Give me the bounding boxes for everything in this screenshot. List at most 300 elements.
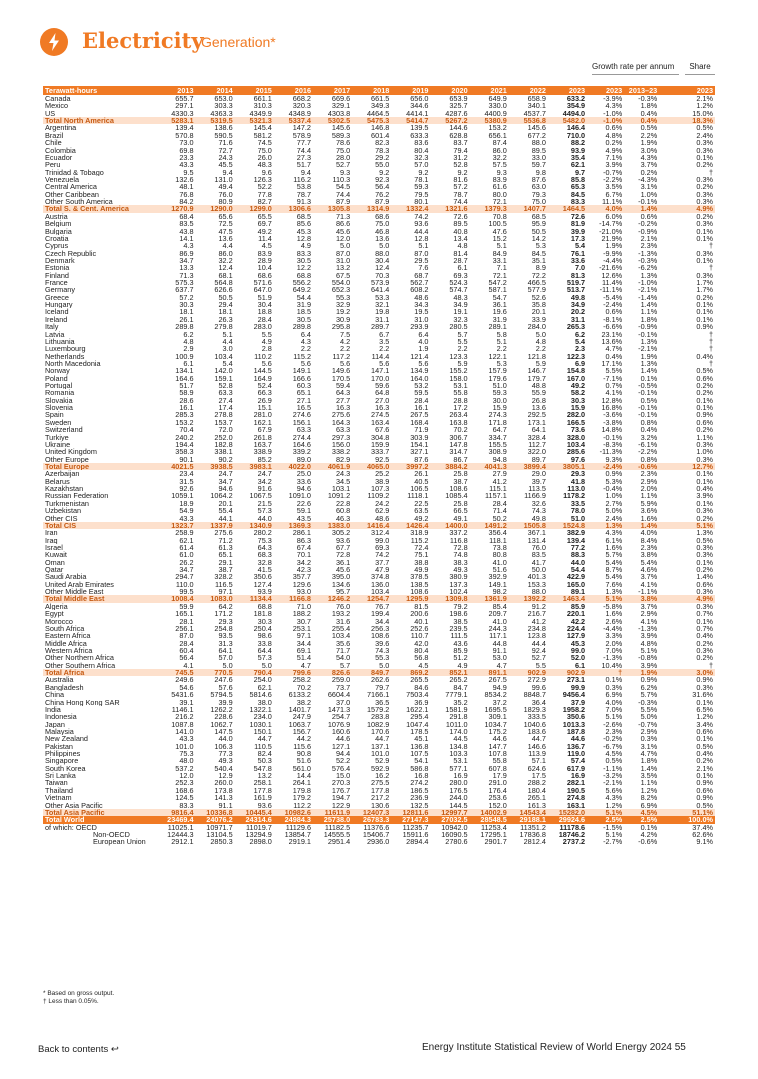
table-cell: 1.2%	[696, 102, 713, 110]
table-cell: 71.0	[296, 602, 311, 611]
table-cell: 5.1	[222, 330, 233, 338]
table-cell: 147.5	[214, 727, 233, 736]
table-cell: 5414.7	[391, 117, 430, 124]
table-cell: †	[708, 242, 713, 250]
table-cell: 19.2	[335, 308, 351, 316]
table-cell: 153.2	[175, 418, 194, 427]
table-cell: -0.3%	[638, 698, 658, 706]
table-cell: 106.3	[214, 742, 233, 750]
table-cell: 1.1%	[640, 779, 658, 787]
table-cell: 27.0	[375, 396, 390, 405]
table-cell: 5.1%	[587, 809, 624, 816]
table-cell: 123.8	[527, 632, 546, 640]
row-label: Taiwan	[45, 779, 68, 787]
table-cell: 1491.2	[470, 522, 509, 529]
table-row	[43, 294, 715, 301]
row-label: Other Caribbean	[45, 190, 99, 199]
table-cell: 49.9	[414, 566, 429, 574]
table-cell: -21.0%	[599, 227, 623, 235]
table-cell: 5.5	[261, 330, 272, 338]
table-cell: -3.2%	[603, 772, 623, 780]
table-cell: 1.3%	[640, 359, 658, 368]
table-cell: 141.3	[214, 794, 233, 802]
table-cell: 9.2	[457, 168, 468, 176]
table-cell: 75.3	[179, 749, 194, 758]
row-label: Belarus	[45, 477, 70, 486]
table-cell: 44.6	[492, 735, 507, 743]
table-cell: 325.7	[449, 102, 468, 110]
row-label: Argentina	[45, 124, 77, 132]
table-cell: 710.0	[566, 131, 586, 140]
table-cell: 71.7	[335, 646, 351, 655]
row-label: Latvia	[45, 330, 65, 338]
table-row	[43, 713, 715, 720]
table-cell: 0.7%	[696, 624, 713, 633]
table-cell: 62.6%	[692, 830, 713, 839]
row-label: Eastern Africa	[45, 632, 91, 640]
row-label: Japan	[45, 720, 65, 728]
table-row	[43, 227, 715, 234]
table-cell: 182.8	[214, 440, 233, 449]
table-cell: 64.3	[335, 389, 351, 397]
table-cell: 1270.9	[154, 205, 195, 212]
table-cell: 1146.1	[171, 705, 194, 714]
table-cell: 13854.7	[284, 830, 311, 839]
table-cell: 28548.5	[470, 816, 509, 823]
table-cell: 745.5	[154, 669, 195, 676]
row-label: Brazil	[45, 131, 64, 140]
table-cell: -7.1%	[603, 374, 623, 383]
row-label: Middle Africa	[45, 639, 87, 647]
table-cell: 158.0	[449, 374, 468, 383]
table-cell: 23.4	[179, 470, 194, 478]
table-cell: 100.9	[175, 352, 194, 360]
column-header: 2022	[509, 86, 548, 95]
table-cell: 59.1	[296, 507, 311, 515]
table-cell: 27147.3	[391, 816, 430, 823]
table-row	[43, 750, 715, 757]
table-cell: 4.9	[457, 661, 468, 670]
table-cell: 6.2	[574, 330, 586, 338]
table-cell: 154.8	[566, 367, 586, 375]
table-cell: 0.1%	[696, 301, 713, 309]
table-row	[43, 500, 715, 507]
table-cell: 82.9	[335, 455, 351, 463]
row-label: Finland	[45, 271, 69, 279]
table-cell: 68.3	[257, 551, 272, 559]
table-cell: 164.3	[331, 418, 351, 427]
table-cell: 95.9	[531, 220, 546, 228]
row-label: Slovakia	[45, 396, 73, 405]
table-cell: 15911.6	[402, 830, 429, 839]
table-cell: 35.2	[453, 698, 468, 706]
table-cell: 134.8	[449, 742, 468, 750]
table-cell: 1067.5	[249, 492, 272, 500]
table-cell: 358.3	[175, 448, 194, 456]
table-cell: 3.1%	[640, 183, 658, 191]
table-cell: 62.1	[257, 683, 272, 692]
table-cell: 12444.3	[167, 830, 194, 839]
table-cell: 159.1	[214, 374, 233, 383]
table-cell: 339.2	[292, 448, 311, 456]
table-cell: 52.9	[375, 757, 390, 765]
table-cell: 4.1%	[640, 580, 658, 589]
table-cell: 52.8	[218, 382, 233, 390]
table-cell: 67.9	[257, 426, 272, 434]
table-cell: 356.4	[488, 529, 507, 537]
table-cell: 3983.1	[235, 463, 274, 470]
table-cell: 183.6	[527, 727, 546, 736]
table-cell: 274.2	[410, 779, 429, 787]
table-cell: 574.7	[449, 286, 468, 294]
table-cell: 656.0	[410, 95, 429, 103]
table-cell: 607.8	[488, 764, 507, 773]
table-cell: 20.1	[218, 499, 233, 508]
table-cell: 85.8	[570, 175, 586, 184]
table-row	[43, 662, 715, 669]
table-cell: 166.6	[292, 374, 311, 383]
table-cell: 5.0%	[640, 713, 658, 721]
table-cell: 64.8	[375, 389, 390, 397]
table-cell: 280.2	[253, 529, 272, 537]
table-cell: 9456.4	[562, 691, 586, 699]
table-cell: 5794.5	[210, 691, 233, 699]
table-cell: 136.8	[410, 742, 429, 750]
table-cell: 77.7	[296, 139, 311, 147]
table-cell: 5431.6	[171, 691, 194, 699]
table-cell: 44.5	[453, 735, 468, 743]
table-cell: 194.7	[331, 794, 351, 802]
table-cell: 74.4	[453, 198, 468, 206]
table-cell: 312.4	[371, 529, 390, 537]
table-cell: -2.6%	[603, 720, 623, 728]
table-cell: 72.8	[335, 551, 351, 559]
table-cell: 23.1%	[601, 330, 623, 338]
table-cell: 173.8	[214, 786, 233, 795]
table-cell: 53.8	[296, 183, 311, 191]
table-cell: 1.8%	[640, 315, 658, 324]
table-cell: 26.2	[179, 558, 194, 566]
table-cell: 1091.2	[327, 492, 351, 500]
row-label: Morocco	[45, 617, 73, 625]
table-cell: 173.1	[527, 418, 546, 427]
table-cell: 10445.4	[235, 809, 274, 816]
table-cell: 47.6	[492, 227, 507, 235]
table-cell: 1322.1	[249, 705, 272, 714]
table-cell: 30.9	[335, 315, 351, 324]
table-cell: 328.2	[214, 573, 233, 581]
table-cell: 100.5	[488, 220, 507, 228]
table-cell: 78.6	[335, 139, 351, 147]
row-label: United Kingdom	[45, 448, 97, 456]
table-cell: 5.9	[535, 359, 546, 368]
table-cell: 92.3	[375, 175, 390, 184]
table-cell: 162.1	[253, 418, 272, 427]
row-label: Central America	[45, 183, 97, 191]
table-cell: 89.5	[453, 220, 468, 228]
table-cell: 83.5	[531, 551, 546, 559]
table-cell: 608.2	[410, 286, 429, 294]
table-cell: 53.0	[492, 654, 507, 662]
table-cell: 291.8	[449, 713, 468, 721]
table-cell: 350.6	[566, 713, 586, 721]
table-cell: -3.8%	[603, 418, 623, 427]
table-cell: 34.4	[375, 617, 390, 625]
row-label: Romania	[45, 389, 75, 397]
table-cell: 30.0	[492, 396, 507, 405]
table-cell: 27.3	[296, 153, 311, 162]
table-cell: -1.0%	[603, 109, 623, 118]
table-cell: 5482.0	[548, 117, 587, 124]
table-cell: 113.5	[528, 485, 546, 493]
table-cell: 0.4%	[605, 352, 623, 360]
table-cell: 92.6	[179, 485, 194, 493]
table-cell: 37.2	[492, 698, 507, 706]
table-cell: 63.3	[296, 426, 311, 434]
table-cell: 48.8	[531, 382, 546, 390]
table-cell: 247.6	[214, 676, 233, 684]
table-cell: 320.3	[292, 102, 311, 110]
table-cell: 589.3	[331, 131, 351, 140]
table-cell: 329.1	[331, 102, 351, 110]
table-cell: 260.0	[214, 779, 233, 787]
table-cell: 15282.0	[548, 809, 587, 816]
back-to-contents-link[interactable]: Back to contents ↩	[38, 1044, 119, 1055]
table-cell: 0.1%	[696, 153, 713, 162]
table-row	[43, 250, 715, 257]
table-cell: 0.2%	[696, 382, 713, 390]
table-cell: 11025.1	[167, 823, 194, 831]
table-cell: 84.2	[179, 198, 194, 206]
table-cell: 30.3	[570, 396, 586, 405]
table-cell: 75.0	[257, 146, 272, 154]
row-label: Azerbaijan	[45, 470, 80, 478]
table-cell: 0.3%	[696, 683, 713, 692]
table-cell: 282.0	[566, 411, 586, 419]
table-cell: 6133.2	[288, 691, 311, 699]
table-cell: 1337.9	[196, 522, 235, 529]
table-cell: 677.2	[527, 131, 546, 140]
table-cell: 75.0	[531, 198, 546, 206]
table-cell: 59.3	[492, 389, 507, 397]
table-cell: 79.4	[453, 146, 468, 154]
table-cell: 1.4%	[640, 301, 658, 309]
table-cell: 7.6%	[605, 580, 623, 589]
row-label: China	[45, 691, 65, 699]
table-cell: 153.7	[214, 418, 233, 427]
table-cell: -1.3%	[638, 624, 658, 633]
table-cell: 4.8%	[605, 131, 623, 140]
row-label: South Africa	[45, 624, 85, 633]
table-cell: 573.9	[371, 278, 390, 287]
table-cell: 132.6	[175, 175, 194, 184]
table-row	[43, 367, 715, 374]
table-cell: 41.2	[531, 617, 546, 625]
table-cell: 374.8	[371, 573, 390, 581]
table-cell: 13.4	[453, 234, 468, 243]
table-cell: 2.3%	[640, 543, 658, 552]
row-label: Czech Republic	[45, 249, 97, 257]
table-cell: 68.4	[179, 212, 194, 221]
table-cell: -1.1%	[638, 588, 658, 596]
table-cell: 5.7%	[640, 691, 658, 699]
table-cell: †	[708, 264, 713, 272]
table-cell: 46.3	[335, 514, 351, 522]
table-cell: 4.9	[261, 337, 272, 346]
table-cell: 4537.7	[523, 109, 546, 118]
table-cell: 234.8	[527, 624, 546, 633]
table-row	[43, 588, 715, 595]
table-cell: 54.0	[335, 654, 351, 662]
table-cell: 60.8	[335, 507, 351, 515]
table-cell: 5.1	[418, 242, 429, 250]
table-cell: 3938.5	[196, 463, 235, 470]
table-cell: 69.8	[179, 146, 194, 154]
table-cell: 76.1	[570, 249, 586, 257]
page-footer: Energy Institute Statistical Review of World Energy 2024 55	[422, 1042, 686, 1053]
table-cell: 17.9	[492, 772, 507, 780]
table-cell: 71.2	[218, 536, 233, 544]
table-cell: 1262.2	[210, 705, 233, 714]
table-cell: 576.4	[331, 764, 351, 773]
table-cell: 42.3	[296, 566, 311, 574]
table-cell: -6.1%	[638, 440, 658, 449]
table-cell: 86.0	[218, 249, 233, 257]
table-cell: 72.4	[414, 543, 429, 552]
table-cell: 322.0	[527, 448, 546, 456]
table-cell: 261.8	[253, 433, 272, 441]
table-cell: 350.6	[253, 573, 272, 581]
table-cell: 193.2	[331, 610, 351, 618]
table-cell: 382.9	[566, 529, 586, 537]
table-row	[43, 110, 715, 117]
table-cell: 67.6	[375, 426, 390, 434]
table-cell: 1.7%	[696, 278, 713, 287]
table-cell: 111.5	[450, 632, 468, 640]
row-label: Greece	[45, 293, 69, 302]
table-cell: †	[587, 669, 624, 676]
row-label: Non-OECD	[93, 830, 130, 839]
table-cell: 15.9	[492, 404, 507, 412]
table-row	[43, 95, 715, 102]
table-row	[43, 514, 715, 521]
table-row	[43, 779, 715, 786]
table-cell: 6.2	[183, 330, 194, 338]
table-cell: 216.2	[175, 713, 194, 721]
table-cell: 70.8	[492, 212, 507, 221]
table-cell: 4494.0	[562, 109, 586, 118]
table-cell: 34.4	[296, 639, 311, 647]
table-cell: 16.8%	[601, 404, 623, 412]
table-cell: 1.6%	[640, 514, 658, 522]
table-cell: 7.5	[340, 330, 351, 338]
table-cell: 44.7	[257, 735, 272, 743]
table-cell: 1082.9	[366, 720, 390, 728]
table-cell: 849.7	[352, 669, 391, 676]
table-cell: 17836.8	[519, 830, 546, 839]
table-cell: 337.2	[449, 529, 468, 537]
table-cell: 0.1%	[696, 470, 713, 478]
table-cell: 2936.0	[366, 838, 390, 846]
table-cell: 12407.3	[352, 809, 391, 816]
table-cell: 160.6	[331, 727, 351, 736]
table-cell: 8.7%	[605, 566, 623, 574]
table-row	[43, 566, 715, 573]
column-header: 2020	[430, 86, 469, 95]
table-cell: 289.1	[488, 323, 507, 331]
table-cell: 11611.9	[313, 809, 352, 816]
table-cell: 21.9%	[601, 234, 623, 243]
table-cell: 401.3	[527, 573, 546, 581]
table-cell: 38.3	[453, 558, 468, 566]
table-cell: 38.0	[257, 698, 272, 706]
table-cell: 22.5	[414, 499, 429, 508]
lightning-bolt-icon	[40, 28, 68, 56]
row-label: Russian Federation	[45, 492, 109, 500]
table-cell: 14.8%	[601, 426, 623, 434]
table-cell: 63.3	[218, 389, 233, 397]
table-cell: 62.1	[570, 161, 586, 169]
table-cell: 1.2%	[605, 801, 623, 809]
table-cell: 1.8%	[640, 757, 658, 765]
table-cell: 2898.0	[249, 838, 272, 846]
table-row	[43, 654, 715, 661]
table-cell: 1.0%	[640, 190, 658, 199]
table-cell: 1.0%	[605, 492, 623, 500]
row-label: Norway	[45, 367, 70, 375]
table-cell: 103.4	[371, 588, 390, 596]
table-cell: 119.0	[567, 749, 586, 758]
table-cell: 17.1%	[601, 359, 623, 368]
table-cell: 19.8	[375, 308, 390, 316]
table-cell: 59.4	[335, 382, 351, 390]
table-cell: 12997.7	[430, 809, 469, 816]
table-cell: 392.9	[488, 573, 507, 581]
table-cell: 7.0%	[605, 705, 623, 714]
table-cell: 51.7	[296, 161, 311, 169]
table-cell: 4.5%	[624, 809, 659, 816]
table-cell: 194.4	[175, 440, 194, 449]
table-row	[43, 308, 715, 315]
table-cell: 138.5	[410, 580, 429, 589]
table-cell: 262.6	[371, 676, 390, 684]
table-cell: 338.9	[253, 448, 272, 456]
column-header: 2023	[548, 86, 587, 95]
table-cell: 30.4	[375, 256, 390, 265]
table-cell: 48.6	[375, 514, 390, 522]
table-cell: 30.3	[257, 617, 272, 625]
table-cell: 9.3	[496, 168, 507, 176]
table-cell: 637.7	[175, 286, 194, 294]
table-cell: 0.2%	[696, 212, 713, 221]
table-cell: 176.5	[449, 786, 468, 795]
table-cell: 29.1	[218, 558, 233, 566]
table-cell: 25.8	[453, 499, 468, 508]
table-row	[43, 434, 715, 441]
table-cell: 0.3%	[696, 551, 713, 559]
table-cell: 57.3	[257, 507, 272, 515]
table-cell: 164.6	[292, 440, 311, 449]
table-cell: 12.6%	[601, 271, 623, 279]
table-cell: 274.6	[292, 411, 311, 419]
table-cell: 168.4	[410, 418, 429, 427]
table-cell: 86.3	[296, 536, 311, 544]
table-cell: 1059.1	[171, 492, 194, 500]
table-cell: 44.7	[375, 735, 390, 743]
table-cell: 0.1%	[640, 374, 658, 383]
table-cell: 163.7	[253, 440, 272, 449]
table-cell: 32.3	[414, 153, 429, 162]
